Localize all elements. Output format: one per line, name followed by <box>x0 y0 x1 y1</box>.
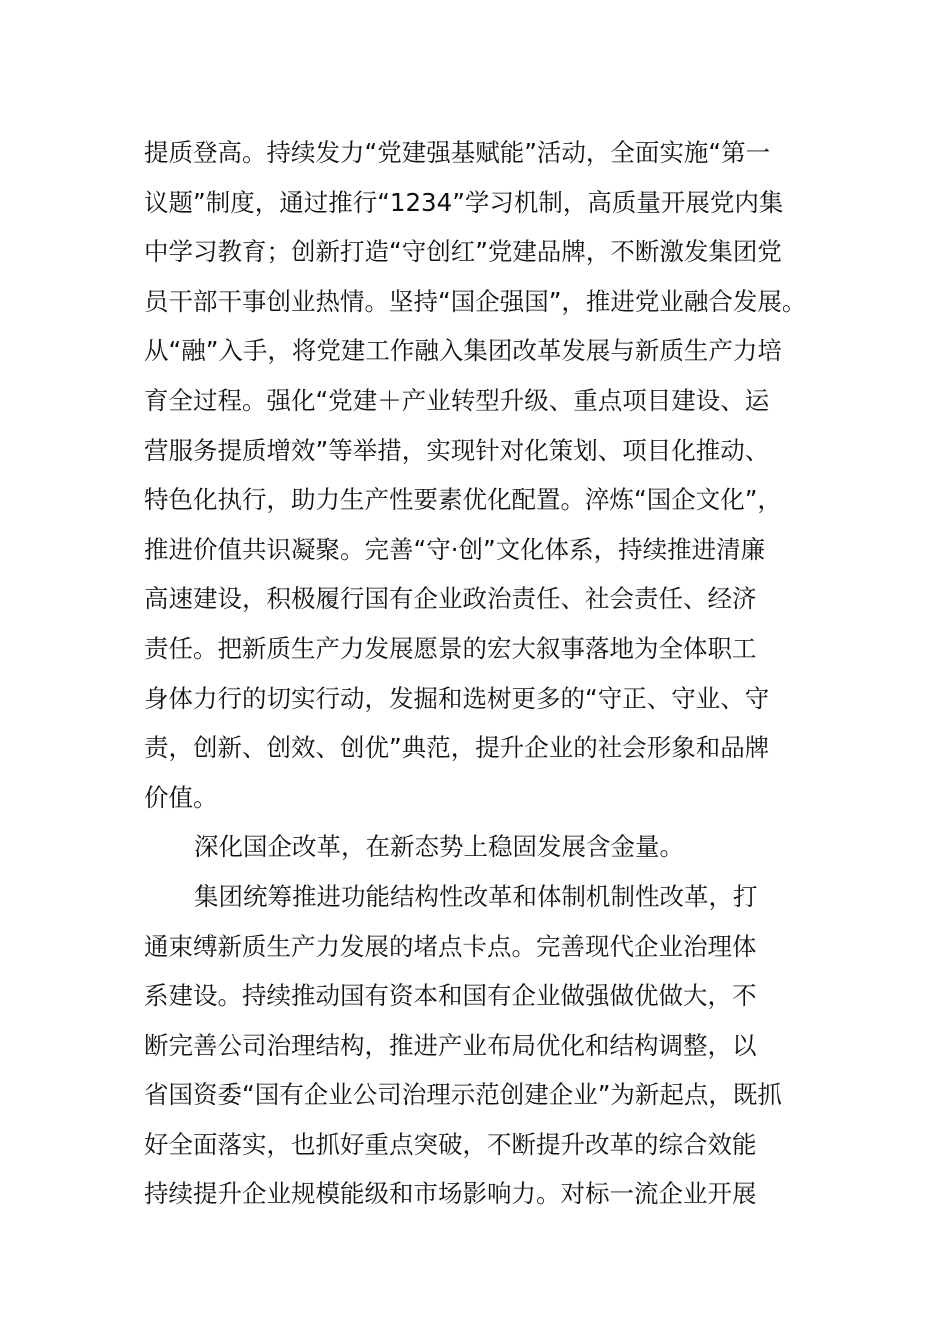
heading-line: 深化国企改革，在新态势上稳固发展含金量。 <box>194 832 684 862</box>
text-line: 好全面落实，也抓好重点突破，不断提升改革的综合效能 <box>144 1129 757 1159</box>
text-line: 特色化执行，助力生产性要素优化配置。淬炼“国企文化”， <box>144 485 782 515</box>
text-line: 提质登高。持续发力“党建强基赋能”活动，全面实施“第一 <box>144 138 771 167</box>
text-line: 从“融”入手，将党建工作融入集团改革发展与新质生产力培 <box>144 336 782 366</box>
text-line: 集团统筹推进功能结构性改革和体制机制性改革，打 <box>194 881 758 911</box>
text-line: 营服务提质增效”等举措，实现针对化策划、项目化推动、 <box>144 435 770 465</box>
text-line: 责，创新、创效、创优”典范，提升企业的社会形象和品牌 <box>144 733 770 763</box>
paragraph-reform <box>144 872 824 1219</box>
text-line: 议题”制度，通过推行“1234”学习机制，高质量开展党内集 <box>144 187 784 217</box>
text-line: 员干部干事创业热情。坚持“国企强国”，推进党业融合发展。 <box>144 286 807 316</box>
text-line: 中学习教育；创新打造“守创红”党建品牌，不断激发集团党 <box>144 237 782 267</box>
text-line: 通束缚新质生产力发展的堵点卡点。完善现代企业治理体 <box>144 931 757 961</box>
text-line: 高速建设，积极履行国有企业政治责任、社会责任、经济 <box>144 584 757 614</box>
paragraph-party-building <box>144 128 824 822</box>
text-line: 省国资委“国有企业公司治理示范创建企业”为新起点，既抓 <box>144 1080 782 1110</box>
text-line: 断完善公司治理结构，推进产业布局优化和结构调整，以 <box>144 1030 757 1060</box>
text-line: 价值。 <box>144 782 218 812</box>
text-line: 持续提升企业规模能级和市场影响力。对标一流企业开展 <box>144 1179 757 1209</box>
text-line: 推进价值共识凝聚。完善“守·创”文化体系，持续推进清廉 <box>144 534 766 564</box>
text-line: 育全过程。强化“党建＋产业转型升级、重点项目建设、运 <box>144 385 770 415</box>
text-line: 系建设。持续推动国有资本和国有企业做强做优做大，不 <box>144 981 757 1011</box>
document-body <box>144 128 824 1219</box>
text-line: 责任。把新质生产力发展愿景的宏大叙事落地为全体职工 <box>144 633 757 663</box>
text-line: 身体力行的切实行动，发掘和选树更多的“守正、守业、守 <box>144 683 770 713</box>
section-heading-reform <box>144 822 824 872</box>
